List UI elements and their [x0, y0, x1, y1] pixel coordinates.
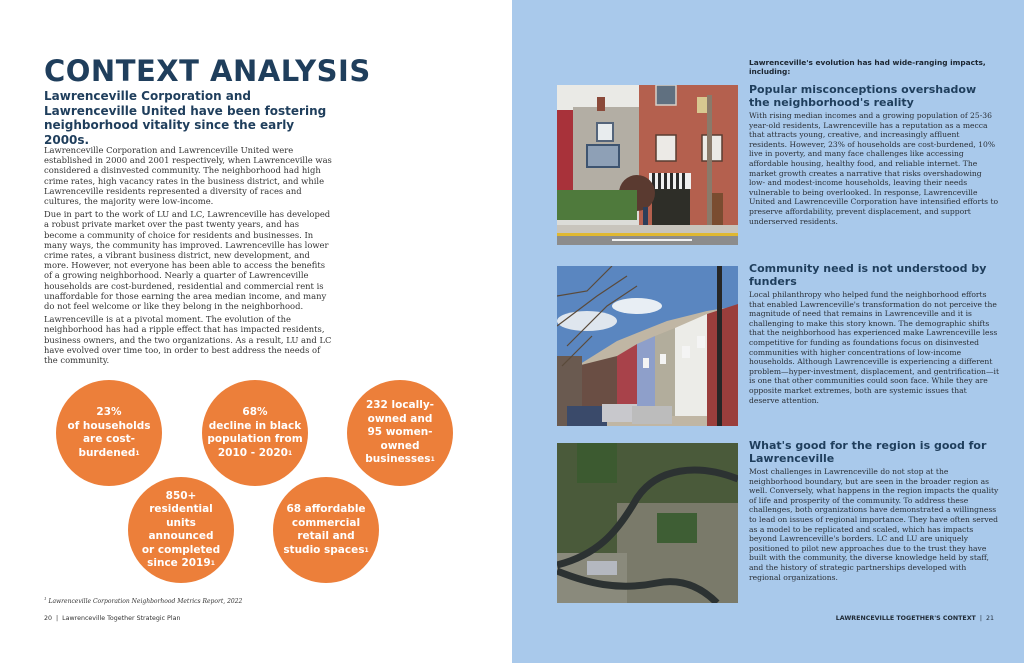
stat-footnote-marker: 1	[430, 456, 435, 464]
stat-footnote-marker: 1	[210, 560, 215, 567]
page-folio-left: 20 | Lawrenceville Together Strategic Plan	[44, 615, 181, 622]
section-misconceptions	[749, 83, 999, 226]
page-folio-right	[836, 615, 994, 622]
photo-butler-street-storefront	[557, 85, 738, 245]
section-heading: Popular misconceptions overshadow the neighborhood's reality	[749, 83, 977, 109]
storefront-photo-image	[557, 85, 738, 245]
stat-footnote-marker: 1	[364, 546, 369, 554]
footnote-marker: 1	[44, 596, 47, 601]
stat-text: 850+ residential units announced or completed since 2019	[141, 489, 221, 569]
stat-text: 68% decline in black population from 2010 - 2020	[207, 406, 303, 459]
section-heading: What's good for the region is good for Lawrenceville	[749, 439, 987, 465]
stat-circle-commercial-spaces	[273, 477, 379, 583]
page-title: CONTEXT ANALYSIS	[44, 54, 371, 88]
footnote	[44, 596, 242, 605]
body-paragraph: Due in part to the work of LU and LC, Lawrenceville has developed a robust private market over the past twenty years, and has become a community of choice for residents and businesses. In many ways, the community has improved. Lawrenceville has lower crime rates, a vibrant business district, new development, and more. However, not everyone has been able to access the benefits of a growing neighborhood. Nearly a quarter of Lawrenceville households are cost-burdened, residential and commercial rent is unaffordable for those earning the area median income, and many do not feel welcome or like they belong in the neighborhood.	[44, 209, 331, 312]
folio-label: LAWRENCEVILLE TOGETHER'S CONTEXT	[835, 615, 976, 622]
folio-page-number: | 21	[975, 615, 994, 622]
impacts-intro: Lawrenceville's evolution has had wide-ranging impacts, including:	[749, 58, 986, 76]
photo-aerial-region-map	[557, 443, 738, 603]
stat-circle-businesses	[347, 380, 453, 486]
stat-text: 232 locally- owned and 95 women- owned businesses	[365, 399, 435, 466]
body-paragraph: Lawrenceville is at a pivotal moment. The evolution of the neighborhood has had a ripple effect that has impacted residents, business owners, and the two organizations. As a result, LU and LC have evolved over time too, in order to best address the needs of the community.	[44, 314, 332, 366]
stat-circle-black-population	[202, 380, 308, 486]
stat-footnote-marker: 1	[287, 449, 293, 457]
aerial-map-image	[557, 443, 738, 603]
section-body: With rising median incomes and a growing population of 25-36 year-old residents, Lawrenceville has a reputation as a mecca that attracts young, creative, and increasingly affluent residents. However, 23% of households are cost-burdened, 10% live in poverty, and many face challenges like accessing affordable housing, healthy food, and reliable internet. The market growth creates a narrative that risks overshadowing low- and modest-income households, leaving their needs vulnerable to being overlooked. In response, Lawrenceville United and Lawrenceville Corporation have intensified efforts to preserve affordability, prevent displacement, and support underserved residents.	[749, 111, 999, 226]
photo-rowhouse-street	[557, 266, 738, 426]
rowhouse-photo-image	[557, 266, 738, 426]
stat-circle-residential-units	[128, 477, 234, 583]
stat-circle-cost-burdened	[56, 380, 162, 486]
intro-body	[44, 145, 334, 368]
section-funders	[749, 262, 999, 405]
section-heading: Community need is not understood by funders	[749, 262, 987, 288]
page-subtitle: Lawrenceville Corporation and Lawrenceville United have been fostering neighborhood vitality since the early 2000s.	[44, 89, 327, 147]
stat-footnote-marker: 1	[135, 449, 140, 457]
body-paragraph: Lawrenceville Corporation and Lawrenceville United were established in 2000 and 2001 respectively, when Lawrenceville was considered a disinvested community. The neighborhood had high crime rates, high vacancy rates in the business district, and while Lawrenceville residents represented a diversity of races and cultures, the majority were low-income.	[44, 145, 332, 207]
stat-text: 68 affordable commercial retail and studio spaces	[283, 503, 366, 556]
stat-text: 23% of households are cost- burdened	[67, 406, 151, 459]
section-body: Local philanthropy who helped fund the neighborhood efforts that enabled Lawrenceville's transformation do not perceive the magnitude of need that remains in Lawrenceville and it is challenging to make this story known. The demographic shifts that the neighborhood has experienced make Lawrenceville less competitive for funding as foundations focus on disinvested communities with higher concentrations of low-income households. Although Lawrenceville is experiencing a different problem—hyper-investment, displacement, and gentrification—it is one that other communities could soon face. While they are opposite market extremes, both are systemic issues that deserve attention.	[749, 290, 1000, 405]
section-region	[749, 439, 999, 582]
section-body: Most challenges in Lawrenceville do not stop at the neighborhood boundary, but are seen in the broader region as well. Conversely, what happens in the region impacts the quality of life and prosperity of the community. To address these challenges, both organizations have demonstrated a willingness to lead on issues of regional importance. They have often served as a model to be replicated and scaled, which has impacts beyond Lawrenceville's borders. LC and LU are uniquely positioned to pilot new approaches due to the trust they have built with the community, the diverse knowledge held by staff, and the history of strategic partnerships developed with regional organizations.	[749, 467, 999, 582]
footnote-text: Lawrenceville Corporation Neighborhood Metrics Report, 2022	[48, 598, 243, 605]
